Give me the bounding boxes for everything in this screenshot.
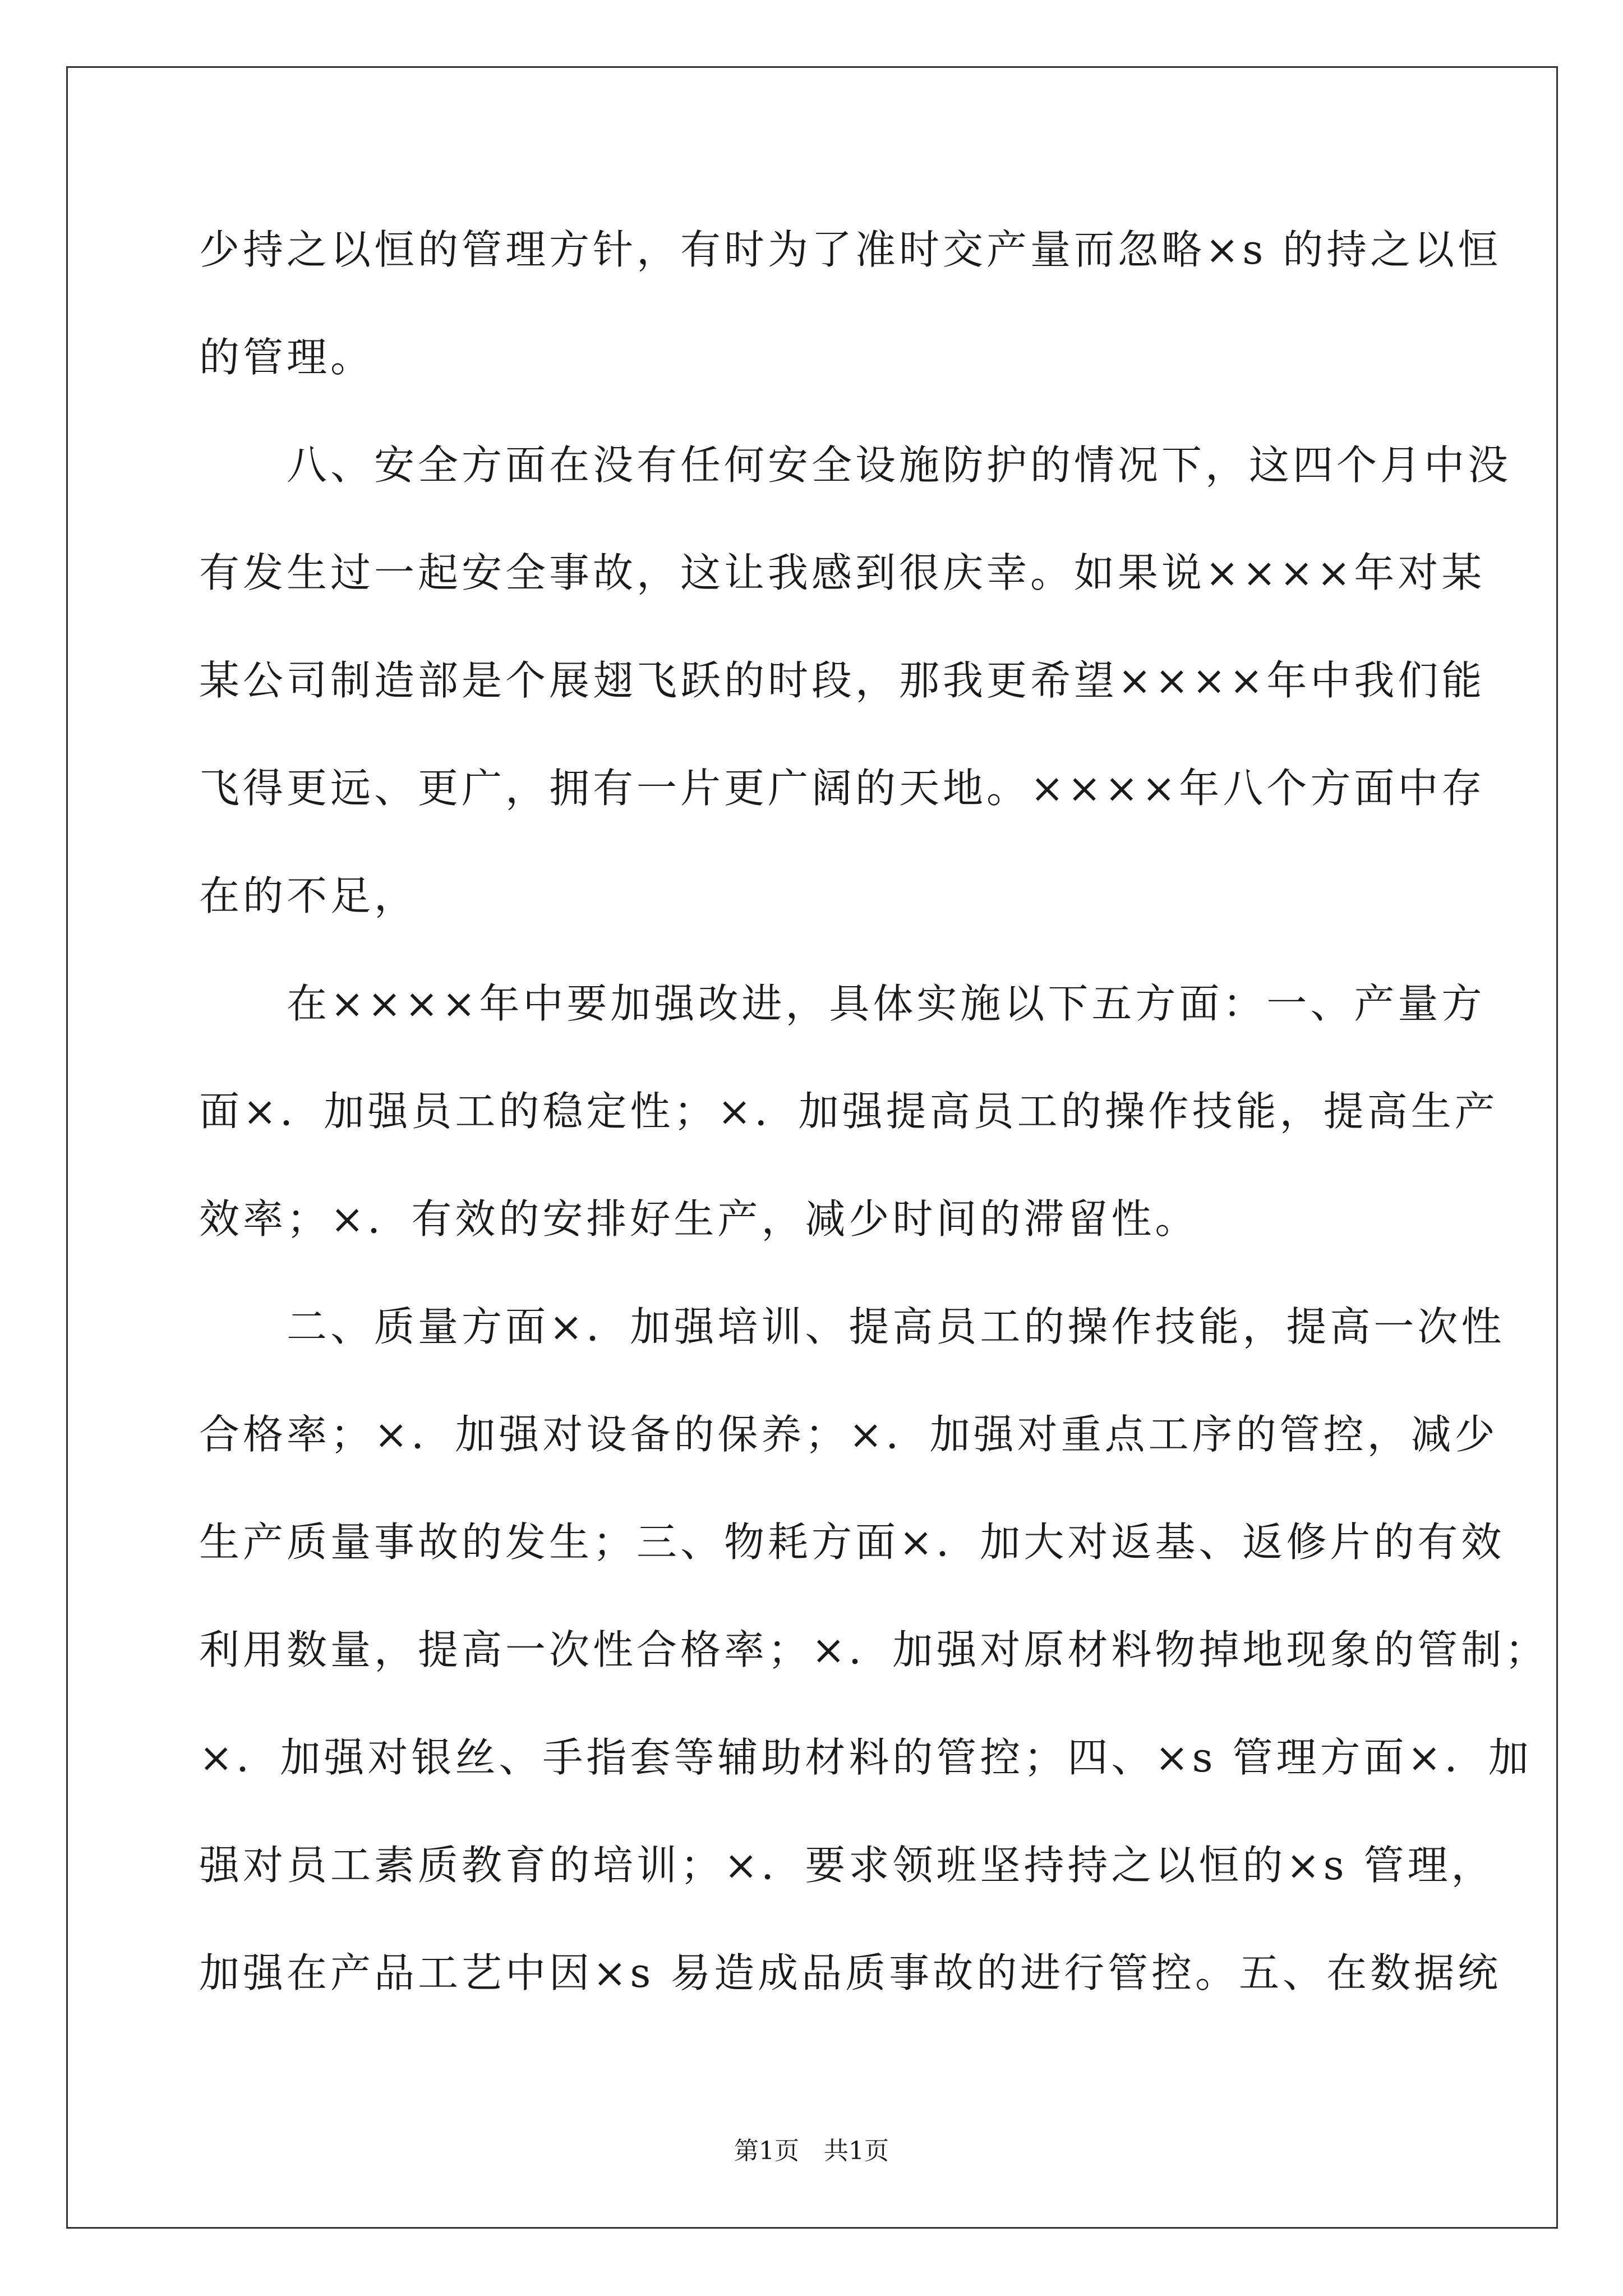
text-line: 强对员工素质教育的培训；×．要求领班坚持持之以恒的×s 管理，	[199, 1842, 1495, 1889]
text-line: 利用数量，提高一次性合格率；×．加强对原材料物掉地现象的管制；	[199, 1626, 1549, 1673]
text-line: 二、质量方面×．加强培训、提高员工的操作技能，提高一次性	[199, 1303, 1505, 1350]
text-line: 有发生过一起安全事故，这让我感到很庆幸。如果说××××年对某	[199, 549, 1486, 596]
text-line: 面×．加强员工的稳定性；×．加强提高员工的操作技能，提高生产	[199, 1088, 1498, 1135]
text-line: ×．加强对银丝、手指套等辅助材料的管控；四、×s 管理方面×．加	[199, 1734, 1532, 1781]
document-body	[199, 216, 1549, 2047]
text-line: 在的不足，	[199, 872, 418, 919]
text-line: 在××××年中要加强改进，具体实施以下五方面：一、产量方	[199, 980, 1486, 1027]
text-line: 飞得更远、更广，拥有一片更广阔的天地。××××年八个方面中存	[199, 765, 1486, 812]
text-line: 合格率；×．加强对设备的保养；×．加强对重点工序的管控，减少	[199, 1411, 1498, 1458]
page-number: 第1页 共1页	[734, 2137, 889, 2165]
text-line: 某公司制造部是个展翅飞跃的时段，那我更希望××××年中我们能	[199, 657, 1486, 704]
text-line: 加强在产品工艺中因×s 易造成品质事故的进行管控。五、在数据统	[199, 1949, 1502, 1996]
text-line: 效率；×．有效的安排好生产，减少时间的滞留性。	[199, 1195, 1199, 1243]
text-line: 少持之以恒的管理方针，有时为了准时交产量而忽略×s 的持之以恒	[199, 226, 1502, 273]
text-line: 生产质量事故的发生；三、物耗方面×．加大对返基、返修片的有效	[199, 1519, 1505, 1566]
text-line: 的管理。	[199, 334, 375, 381]
text-line: 八、安全方面在没有任何安全设施防护的情况下，这四个月中没	[199, 441, 1512, 489]
